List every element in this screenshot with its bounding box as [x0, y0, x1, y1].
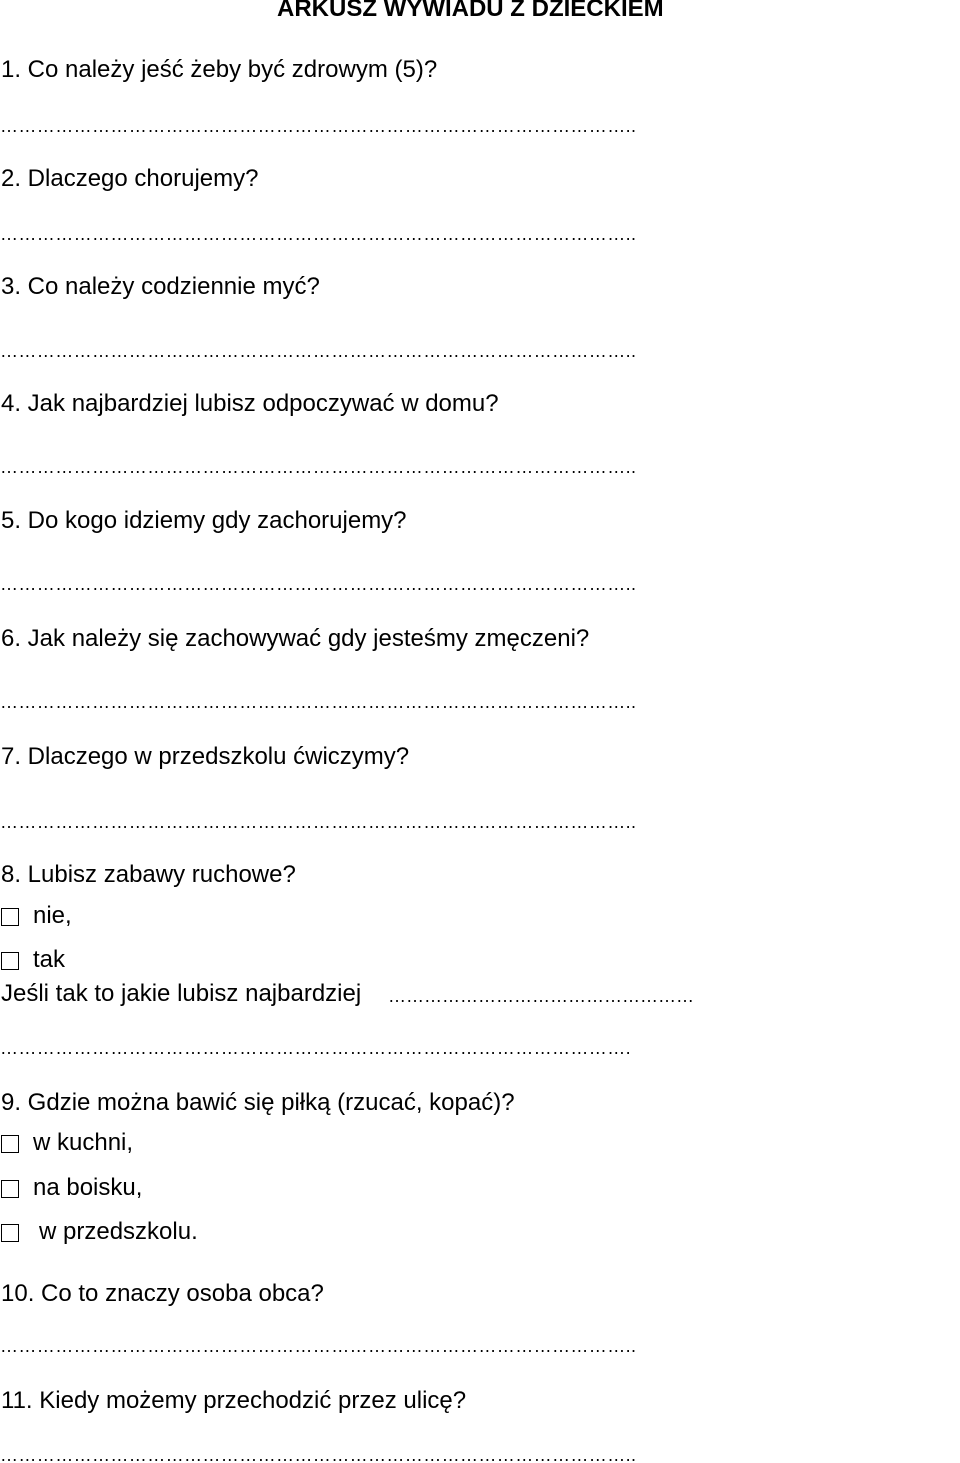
option-nie-label: nie, [33, 902, 72, 929]
followup-answer-line-8[interactable]: …………………………………………… [388, 988, 694, 1004]
answer-line-2[interactable]: ………………………………………………………………………………………….. [0, 226, 637, 242]
question-6: 6. Jak należy się zachowywać gdy jesteśmy zmęczeni? [1, 625, 590, 652]
answer-line-4[interactable]: ………………………………………………………………………………………….. [0, 459, 637, 475]
answer-line-5[interactable]: ………………………………………………………………………………………….. [0, 576, 637, 592]
answer-line-3[interactable]: ………………………………………………………………………………………….. [0, 343, 637, 359]
question-9: 9. Gdzie można bawić się piłką (rzucać, kopać)? [1, 1089, 515, 1116]
answer-line-8[interactable]: …………………………………………………………………………………………. [0, 1040, 632, 1056]
question-11: 11. Kiedy możemy przechodzić przez ulicę? [1, 1387, 467, 1414]
option-tak[interactable] [1, 945, 65, 975]
answer-line-11[interactable]: ………………………………………………………………………………………….. [0, 1447, 637, 1463]
checkbox-tak[interactable] [1, 952, 19, 970]
answer-line-7[interactable]: ………………………………………………………………………………………….. [0, 814, 637, 830]
checkbox-w-kuchni[interactable] [1, 1135, 19, 1153]
option-na-boisku-label: na boisku, [33, 1174, 143, 1201]
question-1: 1. Co należy jeść żeby być zdrowym (5)? [1, 56, 438, 83]
checkbox-nie[interactable] [1, 908, 19, 926]
answer-line-1[interactable]: ………………………………………………………………………………………….. [0, 118, 637, 134]
checkbox-na-boisku[interactable] [1, 1180, 19, 1198]
question-5: 5. Do kogo idziemy gdy zachorujemy? [1, 507, 407, 534]
page-title: ARKUSZ WYWIADU Z DZIECKIEM [277, 0, 664, 22]
option-w-przedszkolu-label: w przedszkolu. [39, 1218, 198, 1245]
option-w-przedszkolu[interactable] [1, 1217, 198, 1247]
answer-line-6[interactable]: ………………………………………………………………………………………….. [0, 694, 637, 710]
question-7: 7. Dlaczego w przedszkolu ćwiczymy? [1, 743, 410, 770]
option-tak-label: tak [33, 946, 66, 973]
question-2: 2. Dlaczego chorujemy? [1, 165, 259, 192]
option-w-kuchni[interactable] [1, 1128, 133, 1158]
checkbox-w-przedszkolu[interactable] [1, 1224, 19, 1242]
question-3: 3. Co należy codziennie myć? [1, 273, 320, 300]
option-na-boisku[interactable] [1, 1173, 142, 1203]
followup-question-8: Jeśli tak to jakie lubisz najbardziej [1, 980, 362, 1007]
option-nie[interactable] [1, 901, 72, 931]
question-8: 8. Lubisz zabawy ruchowe? [1, 861, 296, 888]
question-10: 10. Co to znaczy osoba obca? [1, 1280, 324, 1307]
answer-line-10[interactable]: ………………………………………………………………………………………….. [0, 1338, 637, 1354]
option-w-kuchni-label: w kuchni, [33, 1129, 134, 1156]
question-4: 4. Jak najbardziej lubisz odpoczywać w domu? [1, 390, 499, 417]
